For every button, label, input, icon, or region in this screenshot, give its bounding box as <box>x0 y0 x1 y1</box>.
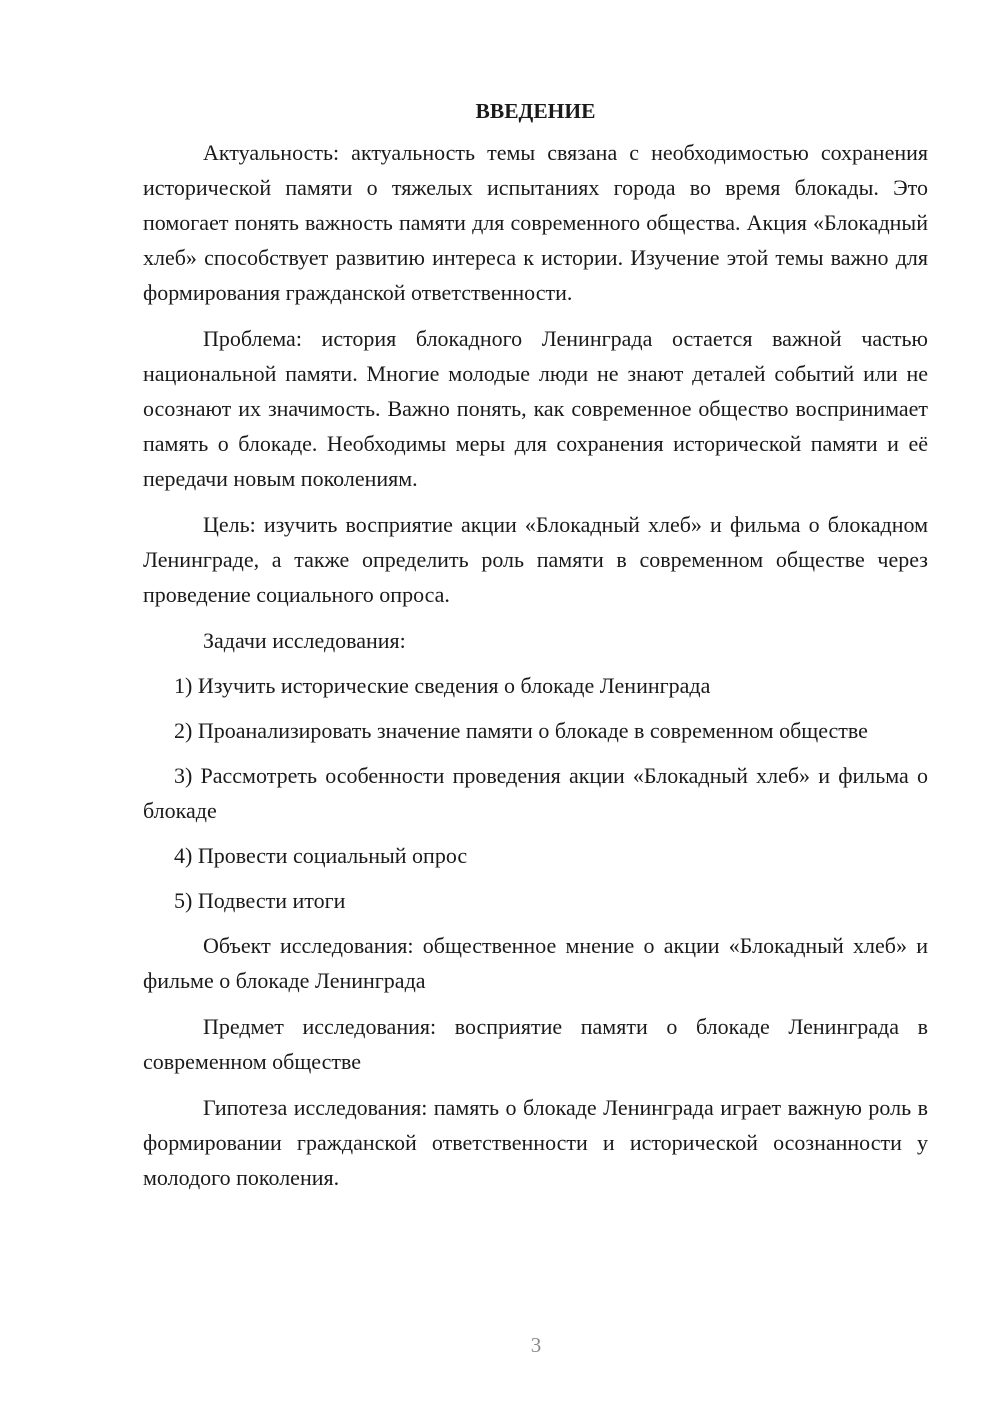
page-number: 3 <box>530 1333 542 1357</box>
relevance-paragraph: Актуальность: актуальность темы связана с необходимостью сохранения исторической памяти о тяжелых испытаниях города во время блокады. Это помогает понять важность памяти для современного общества. Акция «Блокадный хлеб» способствует развитию интереса к истории. Изучение этой темы важно для формирования гражданской ответственности. <box>143 140 928 305</box>
document-page <box>143 96 928 1206</box>
page-title: ВВЕДЕНИЕ <box>475 99 596 123</box>
hypothesis-paragraph: Гипотеза исследования: память о блокаде Ленинграда играет важную роль в формировании гражданской ответственности и исторической осознанности у молодого поколения. <box>143 1095 928 1190</box>
task-item: 5) Подвести итоги <box>174 888 346 913</box>
task-item: 1) Изучить исторические сведения о блокаде Ленинграда <box>174 673 711 698</box>
task-item: 3) Рассмотреть особенности проведения акции «Блокадный хлеб» и фильма о блокаде <box>143 763 928 823</box>
goal-paragraph: Цель: изучить восприятие акции «Блокадный хлеб» и фильма о блокадном Ленинграде, а также определить роль памяти в современном обществе через проведение социального опроса. <box>143 512 928 607</box>
tasks-heading: Задачи исследования: <box>203 628 406 653</box>
object-paragraph: Объект исследования: общественное мнение о акции «Блокадный хлеб» и фильме о блокаде Ленинграда <box>143 933 928 993</box>
subject-paragraph: Предмет исследования: восприятие памяти о блокаде Ленинграда в современном обществе <box>143 1014 928 1074</box>
task-item: 2) Проанализировать значение памяти о блокаде в современном обществе <box>174 718 868 743</box>
task-item: 4) Провести социальный опрос <box>174 843 468 868</box>
problem-paragraph: Проблема: история блокадного Ленинграда остается важной частью национальной памяти. Многие молодые люди не знают деталей событий или не осознают их значимость. Важно понять, как современное общество воспринимает память о блокаде. Необходимы меры для сохранения исторической памяти и её передачи новым поколениям. <box>143 326 928 491</box>
